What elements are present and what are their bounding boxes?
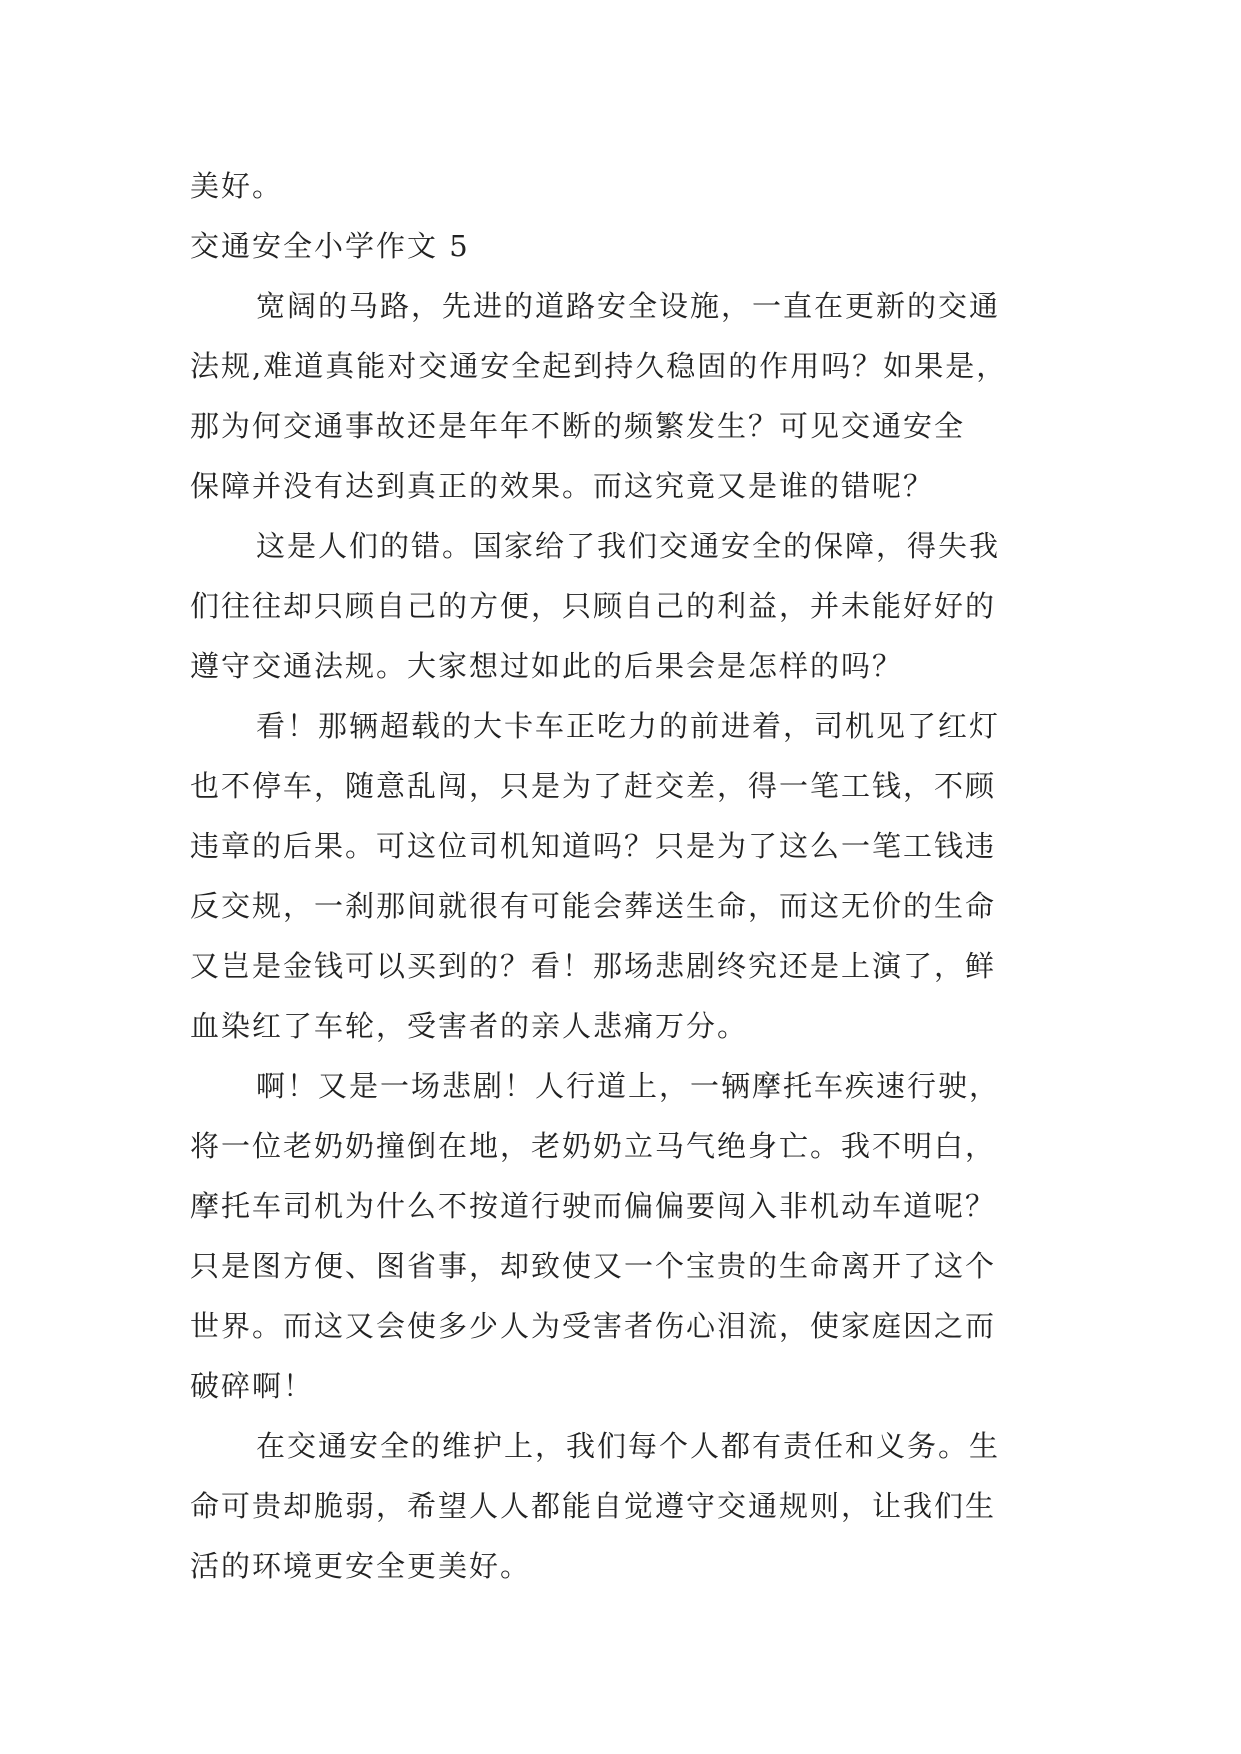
- paragraph-2-line-1: 这是人们的错。国家给了我们交通安全的保障，得失我: [256, 529, 1001, 563]
- paragraph-5-line-1: 在交通安全的维护上，我们每个人都有责任和义务。生: [256, 1429, 1001, 1463]
- paragraph-3-line-3: 违章的后果。可这位司机知道吗？只是为了这么一笔工钱违: [190, 829, 997, 863]
- paragraph-2-line-3: 遵守交通法规。大家想过如此的后果会是怎样的吗？: [190, 649, 904, 683]
- paragraph-3-line-1: 看！那辆超载的大卡车正吃力的前进着，司机见了红灯: [256, 709, 1001, 743]
- paragraph-4-line-5: 世界。而这又会使多少人为受害者伤心泪流，使家庭因之而: [190, 1309, 997, 1343]
- document-body: [190, 156, 1050, 1596]
- paragraph-1-line-1: 宽阔的马路，先进的道路安全设施，一直在更新的交通: [256, 289, 1001, 323]
- paragraph-5-line-2: 命可贵却脆弱，希望人人都能自觉遵守交通规则，让我们生: [190, 1489, 997, 1523]
- text-line-1: 美好。: [190, 169, 284, 203]
- paragraph-4-line-1: 啊！又是一场悲剧！人行道上，一辆摩托车疾速行驶，: [256, 1069, 1001, 1103]
- paragraph-1-line-4: 保障并没有达到真正的效果。而这究竟又是谁的错呢？: [190, 469, 935, 503]
- paragraph-1-line-2: 法规,难道真能对交通安全起到持久稳固的作用吗？如果是，: [190, 349, 1008, 383]
- paragraph-1-line-3: 那为何交通事故还是年年不断的频繁发生？可见交通安全: [190, 409, 966, 443]
- paragraph-4-line-2: 将一位老奶奶撞倒在地，老奶奶立马气绝身亡。我不明白，: [190, 1129, 997, 1163]
- essay-title: 交通安全小学作文 5: [190, 229, 470, 263]
- paragraph-2-line-2: 们往往却只顾自己的方便，只顾自己的利益，并未能好好的: [190, 589, 997, 623]
- paragraph-4-line-6: 破碎啊！: [190, 1369, 315, 1403]
- paragraph-3-line-6: 血染红了车轮，受害者的亲人悲痛万分。: [190, 1009, 749, 1043]
- paragraph-4-line-4: 只是图方便、图省事，却致使又一个宝贵的生命离开了这个: [190, 1249, 997, 1283]
- paragraph-3-line-4: 反交规，一刹那间就很有可能会葬送生命，而这无价的生命: [190, 889, 997, 923]
- paragraph-4-line-3: 摩托车司机为什么不按道行驶而偏偏要闯入非机动车道呢？: [190, 1189, 997, 1223]
- paragraph-3-line-5: 又岂是金钱可以买到的？看！那场悲剧终究还是上演了，鲜: [190, 949, 997, 983]
- paragraph-5-line-3: 活的环境更安全更美好。: [190, 1549, 532, 1583]
- paragraph-3-line-2: 也不停车，随意乱闯，只是为了赶交差，得一笔工钱，不顾: [190, 769, 997, 803]
